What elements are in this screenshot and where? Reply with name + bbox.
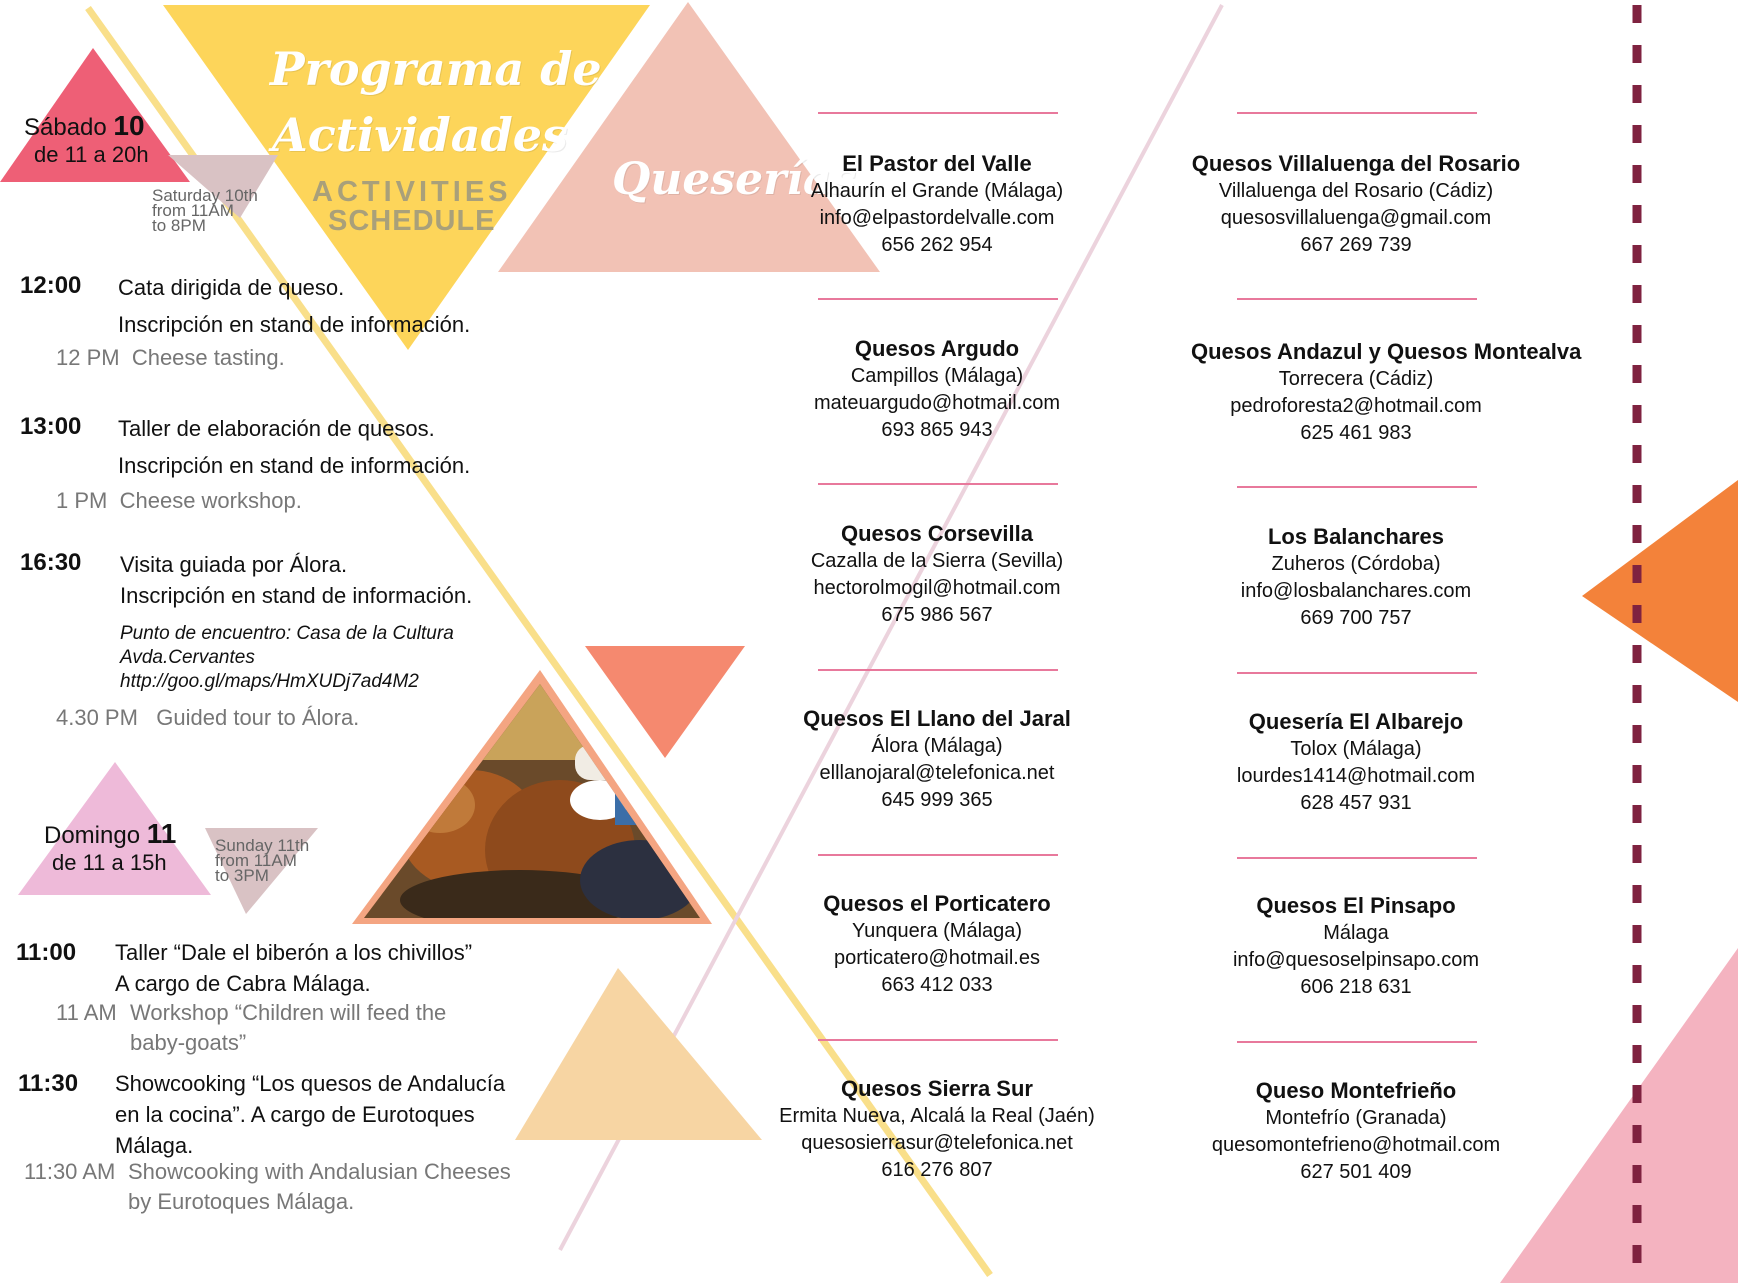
- producer-phone: 625 461 983: [1300, 422, 1412, 444]
- separator-line: [818, 112, 1058, 114]
- separator-line: [1237, 112, 1477, 114]
- producer-phone: 663 412 033: [881, 974, 993, 996]
- event-en-time: 4.30 PM: [56, 705, 138, 730]
- producer-phone: 675 986 567: [881, 604, 993, 626]
- event-time: 16:30: [20, 549, 82, 576]
- event-en-text: Cheese tasting.: [131, 345, 285, 370]
- subtitle-line-1: ACTIVITIES: [312, 176, 512, 208]
- cheese-producer: [1191, 1077, 1521, 1186]
- producer-phone: 645 999 365: [881, 789, 993, 811]
- separator-line: [1237, 857, 1477, 859]
- producer-phone: 669 700 757: [1300, 607, 1412, 629]
- producer-name: Quesos El Pinsapo: [1256, 893, 1456, 918]
- event-en-time: 1 PM: [56, 488, 108, 513]
- producer-name: Los Balanchares: [1267, 524, 1445, 549]
- producer-place: Tolox (Málaga): [1290, 738, 1422, 760]
- sunday-number: 11: [146, 818, 177, 849]
- event-line: Visita guiada por Álora.: [120, 552, 348, 577]
- producer-place: Málaga: [1323, 922, 1389, 944]
- event-english-time: 11:30 AM: [24, 1159, 116, 1184]
- event-line: Showcooking “Los quesos de Andalucía: [115, 1071, 506, 1096]
- orange-triangle: [1582, 480, 1738, 702]
- producer-place: Álora (Málaga): [871, 735, 1003, 757]
- producer-name: Quesería El Albarejo: [1248, 709, 1464, 734]
- event-line: Málaga.: [115, 1133, 194, 1158]
- event-description: [115, 937, 472, 999]
- maps-link[interactable]: http://goo.gl/maps/HmXUDj7ad4M2: [120, 671, 419, 692]
- event-line: en la cocina”. A cargo de Eurotoques: [115, 1102, 475, 1127]
- producer-place: Montefrío (Granada): [1265, 1107, 1447, 1129]
- producer-phone: 667 269 739: [1300, 234, 1412, 256]
- event-english: [56, 486, 302, 516]
- cheese-producer: [1191, 150, 1521, 259]
- event-line: A cargo de Cabra Málaga.: [115, 971, 371, 996]
- meeting-line: Punto de encuentro: Casa de la Cultura: [120, 623, 454, 644]
- producer-phone: 693 865 943: [881, 419, 993, 441]
- event-time: 13:00: [20, 413, 82, 440]
- cheese-producer: [772, 335, 1102, 444]
- event-en-time: 12 PM: [56, 345, 120, 370]
- producer-email[interactable]: quesomontefrieno@hotmail.com: [1211, 1134, 1501, 1156]
- sunday-hours: de 11 a 15h: [52, 850, 167, 875]
- producer-name: Queso Montefrieño: [1255, 1078, 1457, 1103]
- producer-name: Quesos Corsevilla: [841, 521, 1033, 546]
- producer-email[interactable]: porticatero@hotmail.es: [834, 947, 1040, 969]
- producer-place: Cazalla de la Sierra (Sevilla): [810, 550, 1064, 572]
- separator-line: [1237, 1041, 1477, 1043]
- title-line-2: Actividades: [272, 108, 568, 162]
- producer-email[interactable]: quesosierrasur@telefonica.net: [801, 1132, 1073, 1154]
- sunday-word: Domingo: [44, 822, 141, 849]
- separator-line: [1237, 298, 1477, 300]
- event-description: [120, 549, 472, 611]
- event-line: Inscripción en stand de información.: [120, 583, 473, 608]
- cheese-producer: [772, 1075, 1102, 1184]
- separator-line: [818, 669, 1058, 671]
- event-line: Cata dirigida de queso.: [118, 275, 345, 300]
- event-en-line: Workshop “Children will feed the: [130, 1000, 447, 1025]
- event-english-text: [128, 1157, 511, 1217]
- producer-name: Quesos Villaluenga del Rosario: [1191, 151, 1521, 176]
- event-english: [56, 343, 285, 373]
- producer-phone: 656 262 954: [881, 234, 993, 256]
- producer-place: Yunquera (Málaga): [851, 920, 1023, 942]
- event-en-text: Guided tour to Álora.: [156, 705, 360, 730]
- event-english: [56, 703, 359, 733]
- cheese-producer: [1191, 708, 1521, 817]
- separator-line: [1237, 672, 1477, 674]
- saturday-word: Sábado: [24, 114, 107, 141]
- saturday-heading: [24, 110, 145, 142]
- event-line: Inscripción en stand de información.: [118, 453, 471, 478]
- event-line: Inscripción en stand de información.: [118, 312, 471, 337]
- producer-place: Ermita Nueva, Alcalá la Real (Jaén): [779, 1105, 1095, 1127]
- producer-place: Campillos (Málaga): [850, 365, 1024, 387]
- producer-email[interactable]: info@quesoselpinsapo.com: [1232, 949, 1479, 971]
- producer-email[interactable]: quesosvillaluenga@gmail.com: [1220, 207, 1492, 229]
- sunday-en-line1: Sunday 11th: [215, 836, 310, 855]
- producer-email[interactable]: hectorolmogil@hotmail.com: [813, 577, 1061, 599]
- event-description: [118, 272, 470, 340]
- saturday-en: [152, 188, 258, 233]
- event-time: 12:00: [20, 272, 82, 299]
- producer-place: Zuheros (Córdoba): [1271, 553, 1441, 575]
- cheese-producer: [772, 890, 1102, 999]
- light-pink-triangle: [1500, 948, 1738, 1283]
- separator-line: [818, 854, 1058, 856]
- producer-name: Quesos Argudo: [854, 336, 1020, 361]
- sunday-en: [215, 838, 309, 883]
- producer-place: Torrecera (Cádiz): [1278, 368, 1434, 390]
- event-en-line: Showcooking with Andalusian Cheeses: [128, 1159, 511, 1184]
- event-description: [118, 413, 470, 481]
- saturday-en-line3: to 8PM: [152, 216, 206, 235]
- event-en-text: Cheese workshop.: [119, 488, 302, 513]
- producer-phone: 606 218 631: [1300, 976, 1412, 998]
- producer-email[interactable]: pedroforesta2@hotmail.com: [1230, 395, 1482, 417]
- saturday-hours: de 11 a 20h: [34, 142, 149, 167]
- cheese-producer: [1191, 338, 1582, 447]
- producer-name: Quesos el Porticatero: [823, 891, 1051, 916]
- producer-name: Quesos Sierra Sur: [841, 1076, 1033, 1101]
- sunday-heading: [44, 818, 176, 850]
- event-line: Taller “Dale el biberón a los chivillos”: [115, 940, 473, 965]
- producer-place: Villaluenga del Rosario (Cádiz): [1218, 180, 1494, 202]
- event-time: 11:30: [18, 1070, 79, 1097]
- saturday-number: 10: [113, 110, 145, 141]
- event-description: [115, 1068, 505, 1161]
- meeting-line: Avda.Cervantes: [120, 647, 255, 668]
- separator-line: [818, 483, 1058, 485]
- subtitle-line-2: SCHEDULE: [328, 205, 496, 237]
- event-english-text: [130, 998, 446, 1058]
- cheese-producer: [772, 520, 1102, 629]
- event-time: 11:00: [16, 939, 77, 966]
- producer-email[interactable]: mateuargudo@hotmail.com: [814, 392, 1060, 414]
- producer-email[interactable]: lourdes1414@hotmail.com: [1236, 765, 1476, 787]
- producer-phone: 628 457 931: [1300, 792, 1412, 814]
- event-en-line: by Eurotoques Málaga.: [128, 1189, 355, 1214]
- sunday-en-line3: to 3PM: [215, 866, 269, 885]
- cheese-producer: [1191, 892, 1521, 1001]
- separator-line: [1237, 486, 1477, 488]
- queserias-heading: Queserías: [612, 154, 857, 205]
- producer-phone: 616 276 807: [881, 1159, 993, 1181]
- producer-place: Alhaurín el Grande (Málaga): [810, 180, 1064, 202]
- event-line: Taller de elaboración de quesos.: [118, 416, 435, 441]
- cheese-producer: [772, 705, 1102, 814]
- peach-triangle: [515, 968, 762, 1140]
- cheese-producer: [772, 150, 1102, 259]
- title-line-1: Programa de: [270, 42, 602, 96]
- producer-email[interactable]: info@elpastordelvalle.com: [819, 207, 1055, 229]
- producer-name: El Pastor del Valle: [842, 151, 1032, 176]
- producer-name: Quesos El Llano del Jaral: [803, 706, 1071, 731]
- producer-email[interactable]: info@losbalanchares.com: [1240, 580, 1472, 602]
- sunday-en-line2: from 11AM: [215, 851, 297, 870]
- producer-phone: 627 501 409: [1300, 1161, 1412, 1183]
- producer-email[interactable]: elllanojaral@telefonica.net: [819, 762, 1055, 784]
- event-en-line: baby-goats”: [130, 1030, 247, 1055]
- cheese-producer: [1191, 523, 1521, 632]
- separator-line: [818, 1039, 1058, 1041]
- meeting-point: [120, 622, 454, 694]
- event-english-time: 11 AM: [56, 1000, 117, 1025]
- saturday-en-line2: from 11AM: [152, 201, 234, 220]
- separator-line: [818, 298, 1058, 300]
- producer-name: Quesos Andazul y Quesos Montealva: [1191, 339, 1582, 364]
- saturday-en-line1: Saturday 10th: [152, 186, 258, 205]
